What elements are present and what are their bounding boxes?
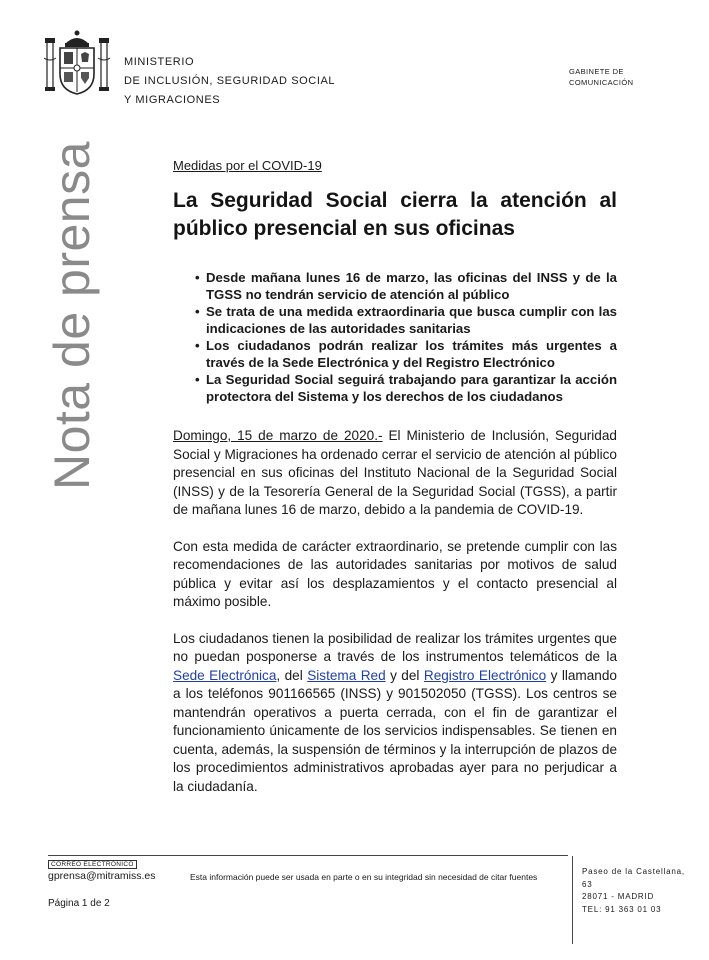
address-line-3: 28071 - MADRID	[582, 892, 655, 901]
address-line-4: TEL: 91 363 01 03	[582, 904, 662, 914]
footer-vertical-divider	[572, 856, 573, 944]
office-line-2: COMUNICACIÓN	[569, 78, 634, 87]
bullet-dot-icon: •	[195, 304, 200, 319]
bullet-item: • Los ciudadanos podrán realizar los trámites más urgentes a través de la Sede Electrónica y del Registro Electrónico	[195, 338, 617, 370]
bullet-dot-icon: •	[195, 338, 200, 353]
press-email[interactable]: gprensa@mitramiss.es	[48, 870, 156, 882]
paragraph-3: Los ciudadanos tienen la posibilidad de realizar los trámites urgentes que no puedan posponerse a través de los instrumentos telemáticos de la Sede Electrónica, del Sistema Red y del Registro Electrónico y llamando a los teléfonos 901166565 (INSS) y 901502050 (TGSS). Los centros se mantendrán operativos a puerta cerrada, con el fin de garantizar el funcionamiento únicamente de los servicios indispensables. Se tienen en cuenta, además, la suspensión de términos y la interrupción de plazos de los procedimientos administrativos aprobadas ayer para no perjudicar a la ciudadanía.	[173, 630, 617, 794]
address-line-2: 63	[582, 879, 593, 889]
coat-of-arms-logo	[44, 28, 110, 98]
office-line-1: GABINETE DE	[569, 67, 624, 76]
registro-electronico-link[interactable]: Registro Electrónico	[423, 667, 547, 683]
email-label: CORREO ELECTRÓNICO	[48, 860, 137, 869]
paragraph-1-text: El Ministerio de Inclusión, Seguridad Social y Migraciones ha ordenado cerrar el servicio de atención al público presencial en sus oficinas del Instituto Nacional de la Seguridad Social (INSS) y de la Tesorería General de la Seguridad Social (TGSS), a partir de mañana lunes 16 de marzo, debido a la pandemia de COVID-19.	[173, 428, 617, 517]
paragraph-2: Con esta medida de carácter extraordinario, se pretende cumplir con las recomendaciones de las autoridades sanitarias por motivos de salud pública y evitar así los desplazamientos y el contacto presencial al máximo posible.	[173, 538, 617, 609]
dateline: Domingo, 15 de marzo de 2020.-	[173, 428, 383, 443]
bullet-dot-icon: •	[195, 372, 200, 387]
ministry-line-1: MINISTERIO	[124, 56, 195, 68]
article-body	[173, 158, 617, 814]
press-release-vertical-title: Nota de prensa	[44, 141, 100, 490]
bullet-item: • Se trata de una medida extraordinaria que busca cumplir con las indicaciones de las autoridades sanitarias	[195, 304, 617, 336]
sistema-red-link[interactable]: Sistema Red	[307, 667, 386, 683]
article-kicker: Medidas por el COVID-19	[173, 158, 322, 173]
communication-office	[569, 66, 633, 88]
page-number: Página 1 de 2	[48, 898, 110, 909]
bullet-item: • La Seguridad Social seguirá trabajando para garantizar la acción protectora del Sistema y los derechos de los ciudadanos	[195, 372, 617, 404]
ministry-line-3: Y MIGRACIONES	[124, 94, 221, 106]
paragraph-1	[173, 427, 617, 520]
address-block	[582, 866, 685, 916]
bullet-item: • Desde mañana lunes 16 de marzo, las oficinas del INSS y de la TGSS no tendrán servicio de atención al público	[195, 270, 617, 302]
summary-bullets	[173, 269, 617, 405]
sede-electronica-link[interactable]: Sede Electrónica	[173, 667, 277, 683]
ministry-name	[124, 53, 335, 110]
usage-notice: Esta información puede ser usada en parte o en su integridad sin necesidad de citar fuentes	[190, 872, 538, 882]
footer-divider	[48, 855, 568, 856]
ministry-line-2: DE INCLUSIÓN, SEGURIDAD SOCIAL	[124, 75, 336, 87]
address-line-1: Paseo de la Castellana,	[582, 867, 685, 876]
bullet-dot-icon: •	[195, 270, 200, 285]
article-headline: La Seguridad Social cierra la atención al público presencial en sus oficinas	[173, 189, 617, 240]
